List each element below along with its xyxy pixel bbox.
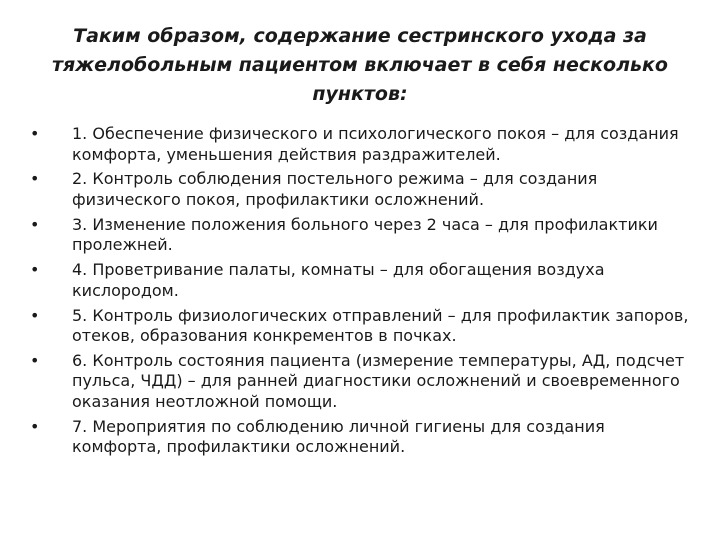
list-item <box>30 215 695 256</box>
list-item <box>30 306 695 347</box>
bullet-icon: • <box>30 124 40 143</box>
bullet-icon: • <box>30 416 40 436</box>
bullet-icon: • <box>30 350 40 370</box>
list-item <box>30 351 695 413</box>
list-item-text: 3. Изменение положения больного через 2 часа – для профилактики пролежней. <box>72 214 658 255</box>
list-item <box>30 260 695 301</box>
bullet-icon: • <box>30 260 40 280</box>
bullet-list <box>30 124 695 462</box>
list-item <box>30 169 695 210</box>
list-item-text: 7. Мероприятия по соблюдению личной гигиены для создания комфорта, профилактики осложнений. <box>72 416 605 457</box>
slide-title: Таким образом, содержание сестринского ухода за тяжелобольным пациентом включает в себя несколько пунктов: <box>52 25 668 105</box>
list-item <box>30 124 695 165</box>
list-item-text: 4. Проветривание палаты, комнаты – для обогащения воздуха кислородом. <box>72 260 605 300</box>
list-item-text: 2. Контроль соблюдения постельного режима – для создания физического покоя, профилактики осложнений. <box>72 169 598 209</box>
list-item-text: 1. Обеспечение физического и психологического покоя – для создания комфорта, уменьшения действия раздражителей. <box>72 124 679 164</box>
list-item-text: 5. Контроль физиологических отправлений – для профилактик запоров, отеков, образования конкрементов в почках. <box>72 305 689 346</box>
list-item-text: 6. Контроль состояния пациента (измерение температуры, АД, подсчет пульса, ЧДД) – для ранней диагностики осложнений и своевременного оказания неотложной помощи. <box>72 350 685 411</box>
bullet-icon: • <box>30 305 40 325</box>
list-item <box>30 417 695 458</box>
bullet-icon: • <box>30 214 40 234</box>
bullet-icon: • <box>30 169 40 189</box>
